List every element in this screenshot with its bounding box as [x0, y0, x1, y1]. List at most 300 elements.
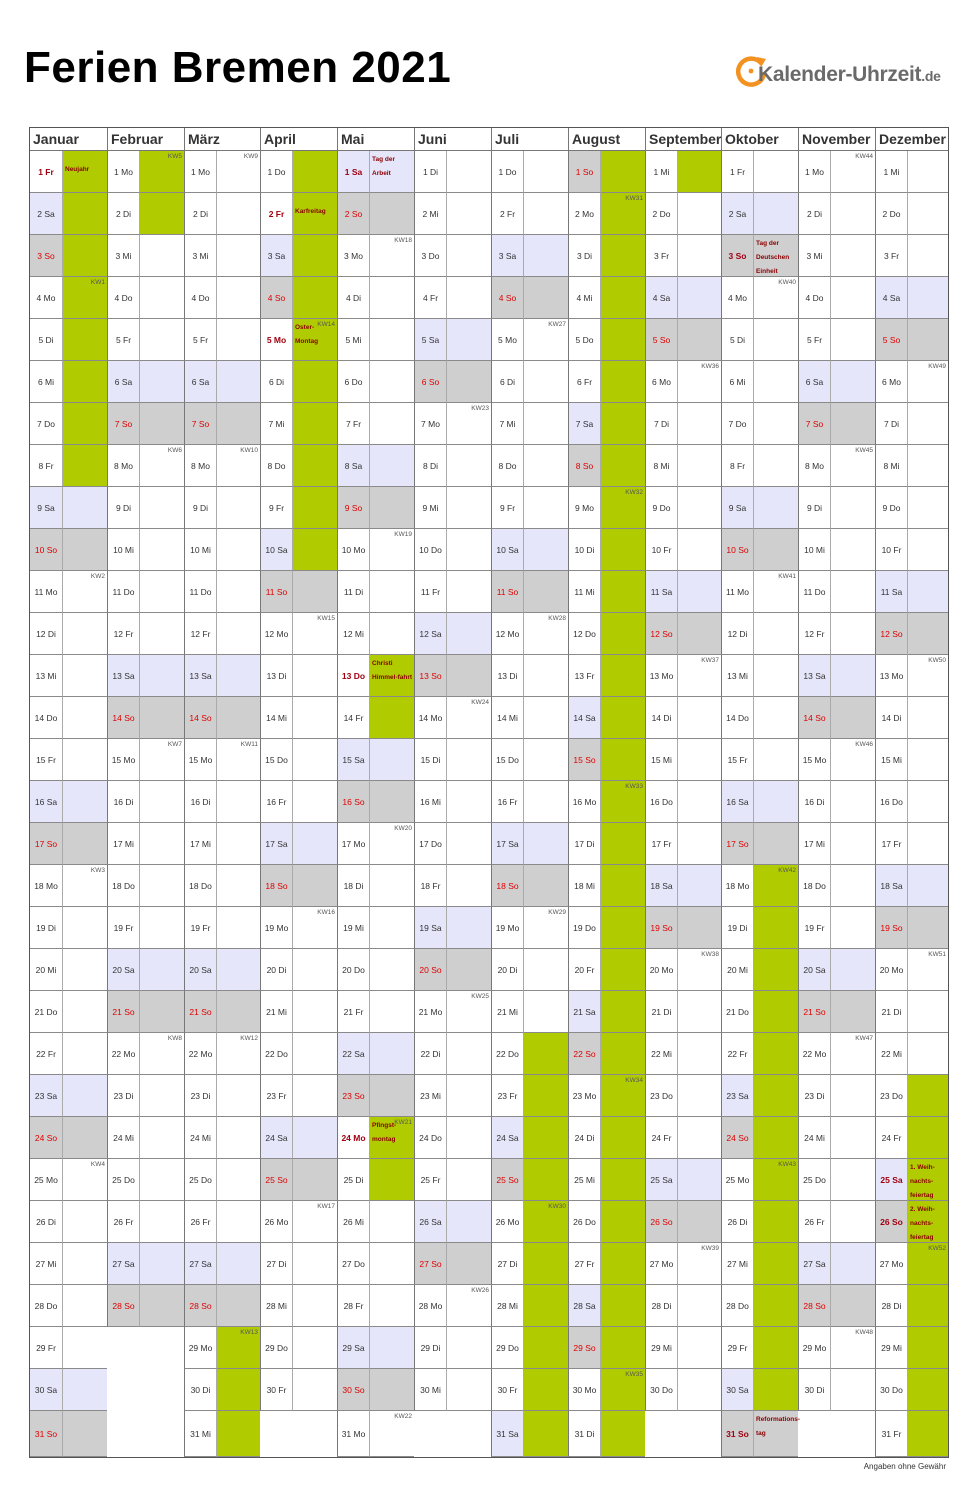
day-cell[interactable] — [875, 1075, 907, 1117]
day-cell[interactable] — [568, 907, 600, 949]
event-cell[interactable] — [907, 655, 948, 697]
day-cell[interactable] — [491, 403, 523, 445]
event-cell[interactable] — [523, 277, 568, 319]
day-cell[interactable] — [337, 235, 369, 277]
event-cell[interactable] — [292, 655, 337, 697]
day-cell[interactable] — [568, 613, 600, 655]
event-cell[interactable] — [600, 1201, 645, 1243]
day-cell[interactable] — [260, 949, 292, 991]
day-cell[interactable] — [337, 1075, 369, 1117]
day-cell[interactable] — [568, 1285, 600, 1327]
day-cell[interactable] — [721, 571, 753, 613]
event-cell[interactable] — [753, 151, 798, 193]
event-cell[interactable] — [907, 319, 948, 361]
event-cell[interactable] — [446, 781, 491, 823]
day-cell[interactable] — [107, 445, 139, 487]
event-cell[interactable] — [62, 1117, 107, 1159]
day-cell[interactable] — [645, 991, 677, 1033]
event-cell[interactable] — [600, 487, 645, 529]
day-cell[interactable] — [260, 1327, 292, 1369]
day-cell[interactable] — [260, 991, 292, 1033]
event-cell[interactable] — [523, 613, 568, 655]
event-cell[interactable] — [369, 991, 414, 1033]
day-cell[interactable] — [260, 235, 292, 277]
event-cell[interactable] — [523, 1327, 568, 1369]
day-cell[interactable] — [260, 1159, 292, 1201]
event-cell[interactable] — [677, 1075, 721, 1117]
day-cell[interactable] — [721, 1033, 753, 1075]
event-cell[interactable] — [677, 151, 721, 193]
event-cell[interactable] — [523, 235, 568, 277]
event-cell[interactable] — [753, 445, 798, 487]
day-cell[interactable] — [645, 655, 677, 697]
day-cell[interactable] — [184, 991, 216, 1033]
event-cell[interactable] — [216, 1201, 260, 1243]
day-cell[interactable] — [721, 865, 753, 907]
event-cell[interactable] — [62, 1285, 107, 1327]
event-cell[interactable] — [830, 193, 875, 235]
day-cell[interactable] — [107, 1285, 139, 1327]
event-cell[interactable] — [216, 151, 260, 193]
day-cell[interactable] — [184, 655, 216, 697]
day-cell[interactable] — [721, 739, 753, 781]
event-cell[interactable] — [753, 403, 798, 445]
event-cell[interactable] — [523, 1075, 568, 1117]
day-cell[interactable] — [798, 1033, 830, 1075]
event-cell[interactable] — [139, 151, 184, 193]
event-cell[interactable] — [62, 277, 107, 319]
day-cell[interactable] — [568, 1033, 600, 1075]
event-cell[interactable] — [677, 949, 721, 991]
event-cell[interactable] — [446, 1033, 491, 1075]
event-cell[interactable] — [830, 529, 875, 571]
day-cell[interactable] — [645, 781, 677, 823]
day-cell[interactable] — [798, 1369, 830, 1411]
day-cell[interactable] — [875, 571, 907, 613]
day-cell[interactable] — [337, 865, 369, 907]
day-cell[interactable] — [721, 151, 753, 193]
event-cell[interactable] — [446, 865, 491, 907]
event-cell[interactable] — [907, 1327, 948, 1369]
event-cell[interactable] — [830, 949, 875, 991]
day-cell[interactable] — [337, 1117, 369, 1159]
event-cell[interactable] — [292, 949, 337, 991]
day-cell[interactable] — [414, 277, 446, 319]
event-cell[interactable] — [446, 1285, 491, 1327]
event-cell[interactable] — [523, 1033, 568, 1075]
day-cell[interactable] — [30, 1285, 62, 1327]
day-cell[interactable] — [645, 529, 677, 571]
event-cell[interactable] — [139, 235, 184, 277]
day-cell[interactable] — [798, 907, 830, 949]
day-cell[interactable] — [337, 193, 369, 235]
day-cell[interactable] — [875, 277, 907, 319]
event-cell[interactable] — [62, 949, 107, 991]
event-cell[interactable] — [753, 1243, 798, 1285]
day-cell[interactable] — [184, 1369, 216, 1411]
day-cell[interactable] — [107, 865, 139, 907]
day-cell[interactable] — [337, 697, 369, 739]
event-cell[interactable] — [139, 403, 184, 445]
event-cell[interactable] — [139, 1075, 184, 1117]
day-cell[interactable] — [107, 235, 139, 277]
day-cell[interactable] — [30, 277, 62, 319]
event-cell[interactable] — [446, 151, 491, 193]
event-cell[interactable] — [907, 1285, 948, 1327]
event-cell[interactable] — [139, 991, 184, 1033]
event-cell[interactable] — [62, 403, 107, 445]
event-cell[interactable] — [139, 1201, 184, 1243]
event-cell[interactable] — [292, 1159, 337, 1201]
day-cell[interactable] — [645, 151, 677, 193]
event-cell[interactable] — [62, 529, 107, 571]
day-cell[interactable] — [184, 739, 216, 781]
event-cell[interactable] — [523, 529, 568, 571]
event-cell[interactable] — [600, 151, 645, 193]
day-cell[interactable] — [568, 1159, 600, 1201]
day-cell[interactable] — [30, 1201, 62, 1243]
day-cell[interactable] — [798, 613, 830, 655]
event-cell[interactable] — [292, 277, 337, 319]
event-cell[interactable] — [216, 487, 260, 529]
day-cell[interactable] — [337, 1369, 369, 1411]
day-cell[interactable] — [260, 1243, 292, 1285]
event-cell[interactable] — [600, 529, 645, 571]
event-cell[interactable] — [292, 613, 337, 655]
day-cell[interactable] — [875, 823, 907, 865]
day-cell[interactable] — [721, 991, 753, 1033]
day-cell[interactable] — [645, 1117, 677, 1159]
event-cell[interactable] — [753, 1327, 798, 1369]
day-cell[interactable] — [645, 1285, 677, 1327]
event-cell[interactable] — [753, 655, 798, 697]
event-cell[interactable] — [62, 1369, 107, 1411]
day-cell[interactable] — [798, 193, 830, 235]
day-cell[interactable] — [337, 781, 369, 823]
event-cell[interactable] — [216, 1159, 260, 1201]
event-cell[interactable] — [677, 403, 721, 445]
event-cell[interactable] — [753, 823, 798, 865]
day-cell[interactable] — [491, 991, 523, 1033]
event-cell[interactable] — [292, 1033, 337, 1075]
day-cell[interactable] — [491, 319, 523, 361]
event-cell[interactable] — [523, 823, 568, 865]
event-cell[interactable] — [369, 1243, 414, 1285]
day-cell[interactable] — [30, 445, 62, 487]
event-cell[interactable] — [523, 781, 568, 823]
day-cell[interactable] — [260, 613, 292, 655]
day-cell[interactable] — [568, 445, 600, 487]
day-cell[interactable] — [260, 529, 292, 571]
event-cell[interactable] — [292, 907, 337, 949]
event-cell[interactable] — [523, 319, 568, 361]
event-cell[interactable] — [139, 319, 184, 361]
day-cell[interactable] — [414, 151, 446, 193]
day-cell[interactable] — [30, 1075, 62, 1117]
event-cell[interactable] — [523, 403, 568, 445]
event-cell[interactable] — [907, 1411, 948, 1457]
day-cell[interactable] — [875, 1159, 907, 1201]
day-cell[interactable] — [491, 1327, 523, 1369]
day-cell[interactable] — [875, 445, 907, 487]
event-cell[interactable] — [139, 571, 184, 613]
day-cell[interactable] — [875, 949, 907, 991]
event-cell[interactable] — [677, 991, 721, 1033]
day-cell[interactable] — [107, 907, 139, 949]
event-cell[interactable] — [830, 655, 875, 697]
event-cell[interactable] — [292, 1243, 337, 1285]
event-cell[interactable] — [292, 1327, 337, 1369]
event-cell[interactable] — [62, 655, 107, 697]
day-cell[interactable] — [875, 1369, 907, 1411]
day-cell[interactable] — [260, 697, 292, 739]
day-cell[interactable] — [721, 319, 753, 361]
event-cell[interactable] — [139, 865, 184, 907]
day-cell[interactable] — [798, 403, 830, 445]
event-cell[interactable] — [446, 403, 491, 445]
event-cell[interactable] — [139, 445, 184, 487]
day-cell[interactable] — [107, 655, 139, 697]
event-cell[interactable] — [830, 823, 875, 865]
day-cell[interactable] — [568, 1243, 600, 1285]
event-cell[interactable] — [907, 487, 948, 529]
event-cell[interactable] — [446, 193, 491, 235]
event-cell[interactable] — [62, 361, 107, 403]
day-cell[interactable] — [107, 1201, 139, 1243]
day-cell[interactable] — [414, 1159, 446, 1201]
event-cell[interactable] — [62, 739, 107, 781]
event-cell[interactable] — [62, 781, 107, 823]
event-cell[interactable] — [216, 823, 260, 865]
day-cell[interactable] — [645, 1243, 677, 1285]
event-cell[interactable] — [216, 1033, 260, 1075]
day-cell[interactable] — [260, 907, 292, 949]
event-cell[interactable] — [446, 235, 491, 277]
event-cell[interactable] — [139, 907, 184, 949]
day-cell[interactable] — [260, 487, 292, 529]
event-cell[interactable] — [600, 613, 645, 655]
day-cell[interactable] — [568, 319, 600, 361]
event-cell[interactable] — [292, 823, 337, 865]
event-cell[interactable] — [292, 991, 337, 1033]
day-cell[interactable] — [875, 697, 907, 739]
event-cell[interactable] — [216, 655, 260, 697]
day-cell[interactable] — [491, 445, 523, 487]
day-cell[interactable] — [721, 949, 753, 991]
day-cell[interactable] — [568, 1327, 600, 1369]
day-cell[interactable] — [260, 1285, 292, 1327]
day-cell[interactable] — [645, 319, 677, 361]
event-cell[interactable] — [369, 865, 414, 907]
day-cell[interactable] — [260, 1075, 292, 1117]
day-cell[interactable] — [875, 361, 907, 403]
event-cell[interactable] — [369, 697, 414, 739]
event-cell[interactable] — [600, 445, 645, 487]
event-cell[interactable] — [523, 361, 568, 403]
day-cell[interactable] — [568, 571, 600, 613]
event-cell[interactable] — [907, 697, 948, 739]
day-cell[interactable] — [491, 949, 523, 991]
day-cell[interactable] — [491, 487, 523, 529]
day-cell[interactable] — [414, 991, 446, 1033]
day-cell[interactable] — [645, 403, 677, 445]
day-cell[interactable] — [491, 1369, 523, 1411]
event-cell[interactable] — [62, 865, 107, 907]
event-cell[interactable] — [139, 613, 184, 655]
day-cell[interactable] — [645, 613, 677, 655]
event-cell[interactable] — [369, 1327, 414, 1369]
day-cell[interactable] — [30, 403, 62, 445]
event-cell[interactable] — [677, 1243, 721, 1285]
event-cell[interactable] — [139, 655, 184, 697]
day-cell[interactable] — [260, 781, 292, 823]
day-cell[interactable] — [491, 1159, 523, 1201]
event-cell[interactable] — [139, 1159, 184, 1201]
event-cell[interactable] — [62, 1075, 107, 1117]
event-cell[interactable] — [753, 613, 798, 655]
event-cell[interactable] — [446, 949, 491, 991]
day-cell[interactable] — [491, 235, 523, 277]
day-cell[interactable] — [337, 1411, 369, 1457]
day-cell[interactable] — [875, 1411, 907, 1457]
event-cell[interactable] — [753, 235, 798, 277]
day-cell[interactable] — [337, 403, 369, 445]
day-cell[interactable] — [184, 1117, 216, 1159]
event-cell[interactable] — [600, 571, 645, 613]
event-cell[interactable] — [369, 823, 414, 865]
event-cell[interactable] — [292, 1285, 337, 1327]
day-cell[interactable] — [414, 949, 446, 991]
day-cell[interactable] — [721, 403, 753, 445]
day-cell[interactable] — [30, 865, 62, 907]
event-cell[interactable] — [677, 1327, 721, 1369]
day-cell[interactable] — [568, 865, 600, 907]
day-cell[interactable] — [491, 613, 523, 655]
day-cell[interactable] — [568, 739, 600, 781]
day-cell[interactable] — [798, 277, 830, 319]
day-cell[interactable] — [568, 235, 600, 277]
day-cell[interactable] — [875, 613, 907, 655]
day-cell[interactable] — [721, 235, 753, 277]
day-cell[interactable] — [875, 1033, 907, 1075]
day-cell[interactable] — [414, 1033, 446, 1075]
day-cell[interactable] — [798, 1159, 830, 1201]
day-cell[interactable] — [798, 1117, 830, 1159]
event-cell[interactable] — [292, 403, 337, 445]
day-cell[interactable] — [645, 697, 677, 739]
day-cell[interactable] — [491, 529, 523, 571]
event-cell[interactable] — [830, 1369, 875, 1411]
event-cell[interactable] — [62, 235, 107, 277]
event-cell[interactable] — [753, 1411, 801, 1457]
event-cell[interactable] — [600, 1159, 645, 1201]
event-cell[interactable] — [753, 1033, 798, 1075]
day-cell[interactable] — [645, 1033, 677, 1075]
day-cell[interactable] — [107, 991, 139, 1033]
day-cell[interactable] — [30, 1159, 62, 1201]
event-cell[interactable] — [369, 529, 414, 571]
day-cell[interactable] — [491, 1411, 523, 1457]
event-cell[interactable] — [907, 613, 948, 655]
day-cell[interactable] — [184, 613, 216, 655]
event-cell[interactable] — [216, 949, 260, 991]
day-cell[interactable] — [184, 907, 216, 949]
event-cell[interactable] — [62, 697, 107, 739]
event-cell[interactable] — [753, 277, 798, 319]
day-cell[interactable] — [721, 1369, 753, 1411]
day-cell[interactable] — [337, 739, 369, 781]
event-cell[interactable] — [677, 571, 721, 613]
event-cell[interactable] — [369, 1285, 414, 1327]
event-cell[interactable] — [830, 235, 875, 277]
day-cell[interactable] — [645, 571, 677, 613]
day-cell[interactable] — [721, 697, 753, 739]
event-cell[interactable] — [369, 235, 414, 277]
event-cell[interactable] — [677, 655, 721, 697]
event-cell[interactable] — [677, 781, 721, 823]
day-cell[interactable] — [414, 445, 446, 487]
day-cell[interactable] — [30, 991, 62, 1033]
day-cell[interactable] — [875, 907, 907, 949]
event-cell[interactable] — [369, 613, 414, 655]
event-cell[interactable] — [523, 1117, 568, 1159]
event-cell[interactable] — [753, 319, 798, 361]
event-cell[interactable] — [753, 361, 798, 403]
event-cell[interactable] — [62, 1201, 107, 1243]
event-cell[interactable] — [216, 193, 260, 235]
event-cell[interactable] — [369, 487, 414, 529]
day-cell[interactable] — [721, 1285, 753, 1327]
event-cell[interactable] — [677, 1369, 721, 1411]
day-cell[interactable] — [491, 1033, 523, 1075]
day-cell[interactable] — [798, 487, 830, 529]
event-cell[interactable] — [369, 1075, 414, 1117]
event-cell[interactable] — [446, 1117, 491, 1159]
day-cell[interactable] — [721, 487, 753, 529]
day-cell[interactable] — [30, 1243, 62, 1285]
event-cell[interactable] — [830, 1285, 875, 1327]
day-cell[interactable] — [107, 361, 139, 403]
day-cell[interactable] — [568, 361, 600, 403]
day-cell[interactable] — [30, 1369, 62, 1411]
day-cell[interactable] — [337, 445, 369, 487]
event-cell[interactable] — [830, 1327, 875, 1369]
event-cell[interactable] — [677, 487, 721, 529]
event-cell[interactable] — [600, 865, 645, 907]
day-cell[interactable] — [260, 1201, 292, 1243]
day-cell[interactable] — [568, 1369, 600, 1411]
day-cell[interactable] — [260, 655, 292, 697]
event-cell[interactable] — [369, 445, 414, 487]
day-cell[interactable] — [414, 781, 446, 823]
event-cell[interactable] — [369, 193, 414, 235]
day-cell[interactable] — [798, 949, 830, 991]
day-cell[interactable] — [414, 571, 446, 613]
day-cell[interactable] — [30, 361, 62, 403]
event-cell[interactable] — [62, 319, 107, 361]
event-cell[interactable] — [600, 781, 645, 823]
day-cell[interactable] — [568, 487, 600, 529]
event-cell[interactable] — [446, 907, 491, 949]
day-cell[interactable] — [491, 907, 523, 949]
day-cell[interactable] — [414, 907, 446, 949]
event-cell[interactable] — [139, 1117, 184, 1159]
day-cell[interactable] — [645, 361, 677, 403]
event-cell[interactable] — [369, 1117, 414, 1159]
event-cell[interactable] — [600, 319, 645, 361]
day-cell[interactable] — [414, 1117, 446, 1159]
day-cell[interactable] — [260, 319, 292, 361]
